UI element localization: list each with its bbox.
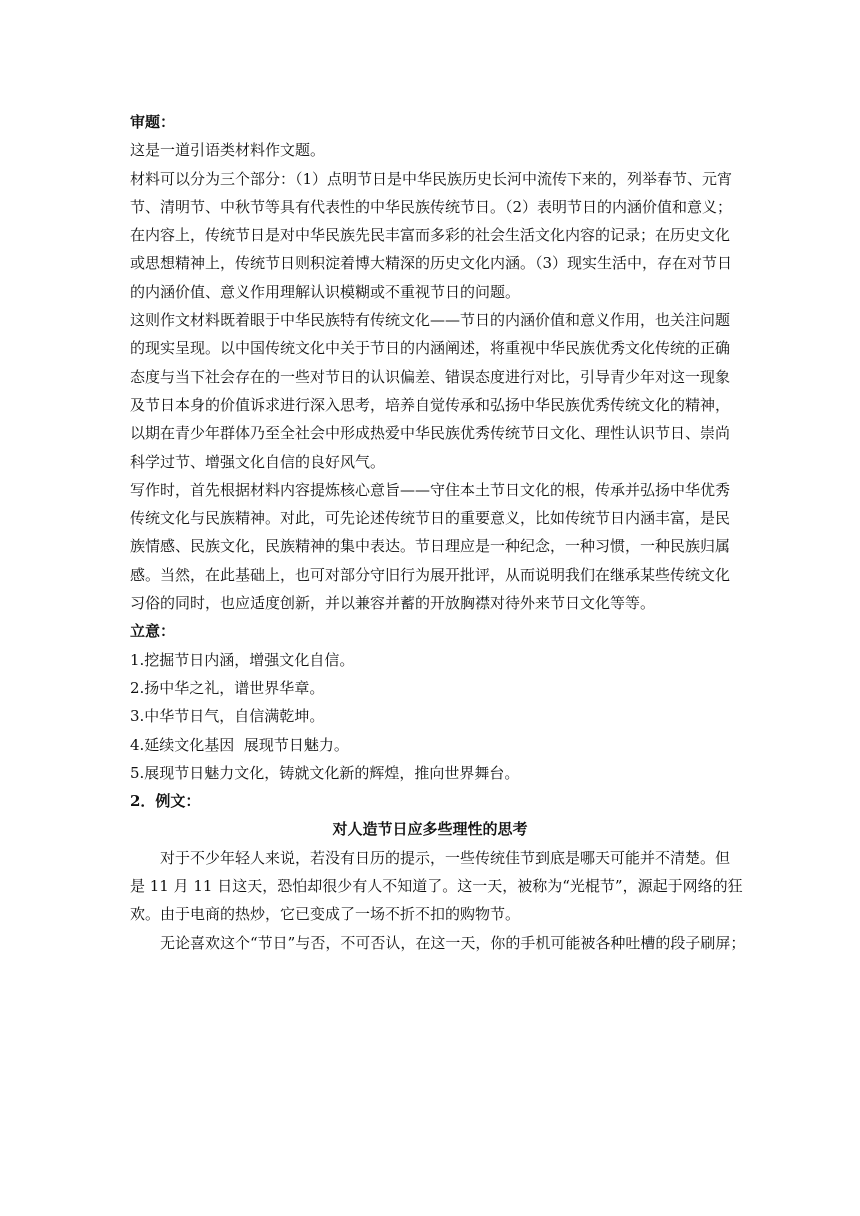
essay-paragraph-1 [130, 844, 743, 929]
material-paragraph [130, 306, 730, 476]
paragraph-line: 态度与当下社会存在的一些对节日的认识偏差、错误态度进行对比，引导青少年对这一现象 [130, 367, 731, 386]
paragraph-line: 是 11 月 11 日这天，恐怕却很少有人不知道了。这一天，被称为“光棍节”，源起于网络的狂 [130, 877, 743, 896]
theme-item: 2.扬中华之礼，谱世界华章。 [130, 678, 325, 697]
document-page [130, 108, 746, 957]
theme-item: 4.延续文化基因 展现节日魅力。 [130, 735, 349, 754]
paragraph-line: 在内容上，传统节日是对中华民族先民丰富而多彩的社会生活文化内容的记录；在历史文化 [130, 226, 731, 245]
paragraph-line: 或思想精神上，传统节日则积淀着博大精深的历史文化内涵。（3）现实生活中，存在对节日 [130, 254, 733, 273]
theme-item: 5.展现节日魅力文化，铸就文化新的辉煌，推向世界舞台。 [130, 763, 520, 782]
review-intro: 这是一道引语类材料作文题。 [130, 141, 326, 160]
paragraph-line: 以期在青少年群体乃至全社会中形成热爱中华民族优秀传统节日文化、理性认识节日、崇尚 [130, 424, 731, 443]
paragraph-line: 对于不少年轻人来说，若没有日历的提示，一些传统佳节到底是哪天可能并不清楚。但 [160, 848, 731, 867]
paragraph-line: 族情感、民族文化，民族精神的集中表达。节日理应是一种纪念，一种习惯，一种民族归属 [130, 537, 731, 556]
paragraph-line: 科学过节、增强文化自信的良好风气。 [130, 452, 386, 471]
paragraph-line: 这则作文材料既着眼于中华民族特有传统文化——节日的内涵价值和意义作用，也关注问题 [130, 311, 731, 330]
theme-list [130, 646, 730, 787]
essay-paragraph-2 [130, 929, 746, 957]
analysis-paragraph [130, 165, 733, 306]
paragraph-line: 的内涵价值、意义作用理解认识模糊或不重视节日的问题。 [130, 282, 521, 301]
paragraph-line: 无论喜欢这个“节日”与否，不可否认，在这一天，你的手机可能被各种吐槽的段子刷屏； [160, 933, 746, 952]
writing-paragraph [130, 476, 730, 617]
theme-item: 1.挖掘节日内涵，增强文化自信。 [130, 650, 355, 669]
essay-title: 对人造节日应多些理性的思考 [332, 820, 528, 839]
paragraph-line: 节、清明节、中秋节等具有代表性的中华民族传统节日。（2）表明节日的内涵价值和意义； [130, 197, 733, 216]
paragraph-line: 欢。由于电商的热炒，它已变成了一场不折不扣的购物节。 [130, 905, 521, 924]
paragraph-line: 感。当然，在此基础上，也可对部分守旧行为展开批评，从而说明我们在继承某些传统文化 [130, 565, 731, 584]
paragraph-line: 写作时，首先根据材料内容提炼核心意旨——守住本土节日文化的根，传承并弘扬中华优秀 [130, 480, 731, 499]
paragraph-line: 传统文化与民族精神。对此，可先论述传统节日的重要意义，比如传统节日内涵丰富，是民 [130, 509, 731, 528]
paragraph-line: 习俗的同时，也应适度创新，并以兼容并蓄的开放胸襟对待外来节日文化等等。 [130, 594, 656, 613]
example-heading: 2．例文： [130, 792, 201, 811]
theme-heading: 立意： [130, 622, 176, 641]
review-heading: 审题： [130, 113, 176, 131]
theme-item: 3.中华节日气，自信满乾坤。 [130, 707, 325, 726]
paragraph-line: 及节日本身的价值诉求进行深入思考，培养自觉传承和弘扬中华民族优秀传统文化的精神， [130, 395, 731, 414]
paragraph-line: 材料可以分为三个部分：（1）点明节日是中华民族历史长河中流传下来的，列举春节、元宵 [130, 169, 733, 188]
paragraph-line: 的现实呈现。以中国传统文化中关于节日的内涵阐述，将重视中华民族优秀文化传统的正确 [130, 339, 731, 358]
